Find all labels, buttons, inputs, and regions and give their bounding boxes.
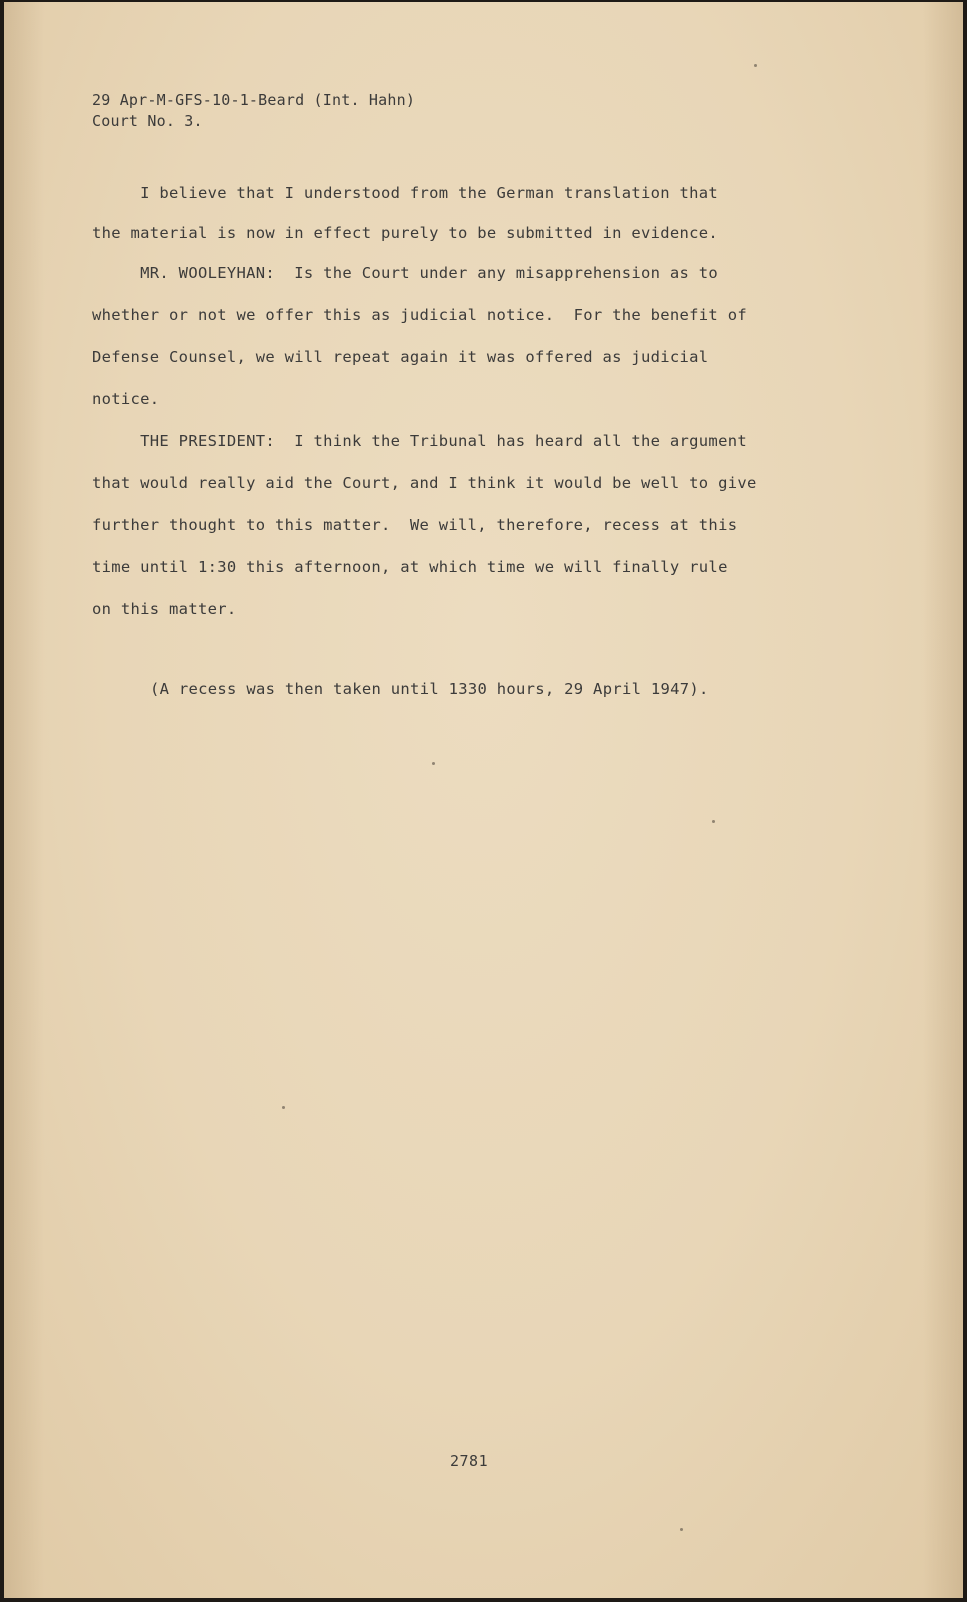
recess-note: (A recess was then taken until 1330 hours, 29 April 1947). (150, 680, 709, 698)
paper-speck (282, 1106, 285, 1109)
header-line-court: Court No. 3. (92, 112, 203, 130)
page-number: 2781 (450, 1452, 489, 1470)
transcript-line: Defense Counsel, we will repeat again it was offered as judicial (92, 348, 709, 366)
transcript-line: on this matter. (92, 600, 237, 618)
document-header (92, 90, 415, 132)
transcript-line: I believe that I understood from the German translation that (92, 184, 719, 202)
transcript-line: further thought to this matter. We will, therefore, recess at this (92, 516, 738, 534)
paper-speck (432, 762, 435, 765)
document-page (4, 2, 963, 1598)
page-edge-shadow-left (4, 2, 44, 1598)
transcript-line: that would really aid the Court, and I think it would be well to give (92, 474, 757, 492)
transcript-line: whether or not we offer this as judicial notice. For the benefit of (92, 306, 747, 324)
transcript-line: the material is now in effect purely to be submitted in evidence. (92, 224, 719, 242)
paper-speck (680, 1528, 683, 1531)
page-edge-shadow-right (923, 2, 963, 1598)
paper-speck (712, 820, 715, 823)
transcript-line: notice. (92, 390, 160, 408)
transcript-line: THE PRESIDENT: I think the Tribunal has heard all the argument (92, 432, 747, 450)
header-line-reference: 29 Apr-M-GFS-10-1-Beard (Int. Hahn) (92, 91, 416, 109)
paper-speck (754, 64, 757, 67)
transcript-line: MR. WOOLEYHAN: Is the Court under any misapprehension as to (92, 264, 719, 282)
transcript-line: time until 1:30 this afternoon, at which time we will finally rule (92, 558, 728, 576)
